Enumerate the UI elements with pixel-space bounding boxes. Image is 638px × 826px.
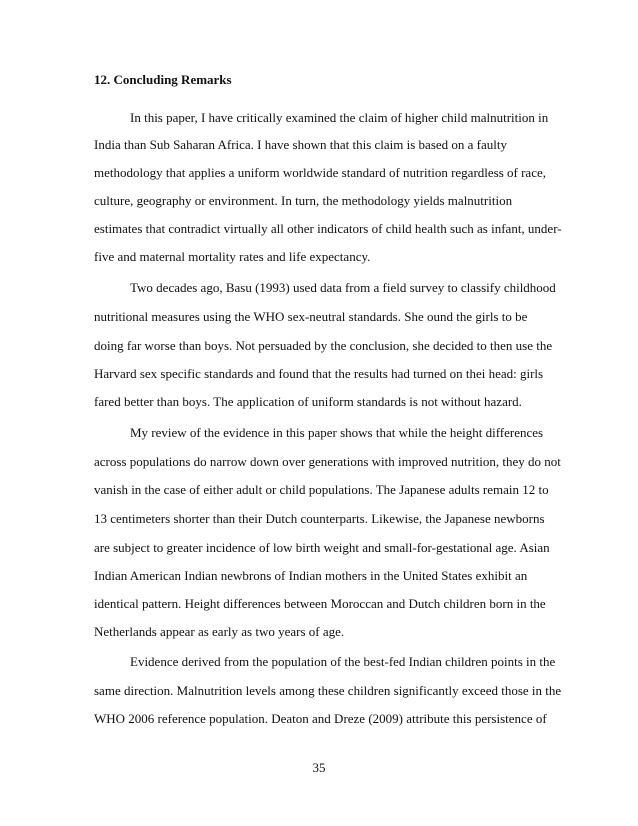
page-number: 35 — [312, 760, 326, 775]
paragraph-line: culture, geography or environment. In turn, the methodology yields malnutrition — [94, 193, 513, 208]
paragraph-line: Indian American Indian newbrons of Indian mothers in the United States exhibit an — [94, 568, 528, 583]
paragraph-line: nutritional measures using the WHO sex-neutral standards. She ound the girls to be — [94, 309, 528, 324]
paragraph-line: doing far worse than boys. Not persuaded by the conclusion, she decided to then use the — [94, 338, 553, 353]
paragraph-line: Two decades ago, Basu (1993) used data from a field survey to classify childhood — [130, 280, 556, 295]
paragraph-line: vanish in the case of either adult or child populations. The Japanese adults remain 12 to — [94, 482, 549, 497]
paragraph-line: Evidence derived from the population of the best-fed Indian children points in the — [130, 654, 556, 669]
paragraph-line: WHO 2006 reference population. Deaton and Dreze (2009) attribute this persistence of — [94, 711, 547, 726]
paragraph-line: same direction. Malnutrition levels among these children significantly exceed those in the — [94, 683, 562, 698]
paragraph-line: In this paper, I have critically examined the claim of higher child malnutrition in — [130, 110, 549, 125]
paragraph-line: estimates that contradict virtually all other indicators of child health such as infant, under- — [94, 221, 562, 236]
paragraph-line: India than Sub Saharan Africa. I have shown that this claim is based on a faulty — [94, 137, 508, 152]
paragraph-line: are subject to greater incidence of low birth weight and small-for-gestational age. Asian — [94, 540, 550, 555]
paragraph-line: identical pattern. Height differences between Moroccan and Dutch children born in the — [94, 596, 546, 611]
paragraph-line: five and maternal mortality rates and life expectancy. — [94, 249, 371, 264]
paragraph-line: My review of the evidence in this paper shows that while the height differences — [130, 425, 544, 440]
section-heading: 12. Concluding Remarks — [94, 72, 232, 87]
paragraph-line: Netherlands appear as early as two years of age. — [94, 624, 345, 639]
paragraph-line: across populations do narrow down over generations with improved nutrition, they do not — [94, 454, 561, 469]
paragraph-line: methodology that applies a uniform worldwide standard of nutrition regardless of race, — [94, 165, 546, 180]
paragraph-line: Harvard sex specific standards and found that the results had turned on thei head: girls — [94, 366, 544, 381]
paragraph-line: fared better than boys. The application of uniform standards is not without hazard. — [94, 394, 522, 409]
paragraph-line: 13 centimeters shorter than their Dutch counterparts. Likewise, the Japanese newborns — [94, 511, 545, 526]
